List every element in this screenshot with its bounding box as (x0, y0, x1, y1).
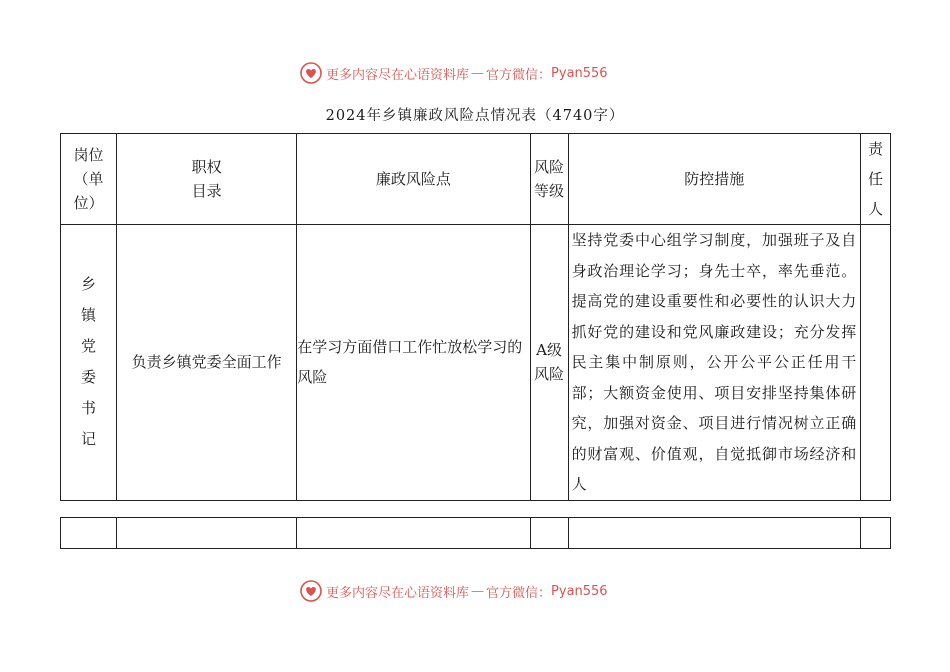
watermark-separator: — (471, 583, 485, 599)
table-row-empty (61, 518, 891, 549)
empty-cell (297, 518, 530, 549)
header-resp-line1: 责 (867, 140, 883, 158)
header-resp-line2: 任 (867, 170, 883, 188)
post-char: 书 (81, 399, 97, 418)
empty-cell (530, 518, 568, 549)
cell-post (61, 225, 117, 501)
header-post (61, 134, 117, 225)
cell-responsible (860, 225, 890, 501)
level-line1: A级 (536, 341, 562, 360)
heart-coin-logo-icon (300, 62, 322, 84)
post-char: 委 (81, 368, 97, 387)
cell-measures (568, 225, 860, 501)
header-level-line2: 等级 (534, 182, 565, 200)
level-line2: 风险 (534, 365, 565, 384)
empty-cell (117, 518, 297, 549)
post-char: 镇 (81, 306, 97, 325)
cell-level (530, 225, 568, 501)
header-post-line1: 岗位 (73, 146, 104, 164)
continued-table (60, 517, 891, 549)
post-char: 记 (81, 430, 97, 449)
header-level (530, 134, 568, 225)
document-title: 2024年乡镇廉政风险点情况表（4740字） (325, 108, 625, 124)
measures-text: 坚持党委中心组学习制度，加强班子及自身政治理论学习；身先士卒，率先垂范。提高党的建设重要性和必要性的认识大力抓好党的建设和党风廉政建设；充分发挥民主集中制原则，公开公平公正任用干部；大额资金使用、项目安排坚持集体研究，加强对资金、项目进行情况树立正确的财富观、价值观，自觉抵御市场经济和人 (571, 231, 857, 493)
post-char: 乡 (81, 275, 97, 294)
empty-cell (860, 518, 890, 549)
header-post-line2: （单 (73, 170, 104, 188)
cell-risk-point: 在学习方面借口工作忙放松学习的风险 (297, 225, 530, 501)
header-authority (117, 134, 297, 225)
cell-duty: 负责乡镇党委全面工作 (117, 225, 297, 501)
risk-table (60, 133, 891, 501)
header-authority-line2: 目录 (191, 182, 222, 200)
empty-cell (568, 518, 860, 549)
header-resp-line3: 人 (867, 200, 883, 218)
watermark-suffix: 官方微信： (486, 67, 552, 83)
watermark-bottom (300, 578, 608, 604)
table-row (61, 225, 891, 501)
header-responsible (860, 134, 890, 225)
header-risk-point: 廉政风险点 (297, 134, 530, 225)
watermark-text: 更多内容尽在心语资料库 (326, 67, 470, 83)
header-measures: 防控措施 (568, 134, 860, 225)
watermark-text: 更多内容尽在心语资料库 (326, 585, 470, 601)
empty-cell (61, 518, 117, 549)
heart-coin-logo-icon (300, 580, 322, 602)
post-char: 党 (81, 337, 97, 356)
watermark-id: Pyan556 (551, 583, 608, 599)
watermark-top (300, 60, 608, 86)
header-post-line3: 位） (73, 194, 104, 212)
watermark-separator: — (471, 65, 485, 81)
watermark-suffix: 官方微信： (486, 585, 552, 601)
watermark-id: Pyan556 (551, 65, 608, 81)
table-header-row (61, 134, 891, 225)
header-level-line1: 风险 (534, 158, 565, 176)
header-authority-line1: 职权 (191, 158, 222, 176)
